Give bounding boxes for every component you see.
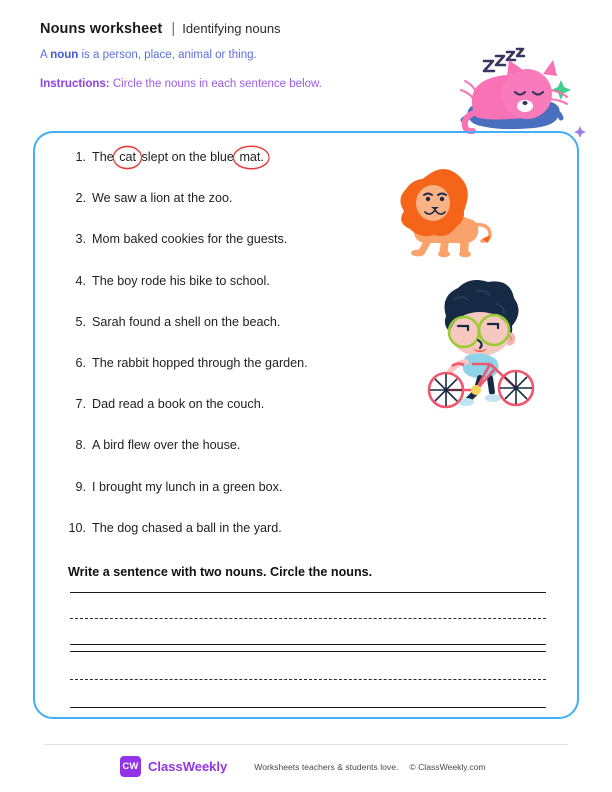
list-item (60, 150, 410, 191)
page-title (40, 20, 440, 37)
definition-keyword: noun (50, 49, 79, 61)
list-item (60, 191, 410, 232)
item-text: The boy rode his bike to school. (92, 273, 270, 288)
list-item (60, 356, 410, 397)
list-item (60, 274, 410, 315)
footer-copyright: © ClassWeekly.com (409, 761, 486, 772)
definition-post: is a person, place, animal or thing. (78, 49, 257, 61)
footer (120, 756, 486, 777)
item-text: Dad read a book on the couch. (92, 397, 265, 412)
item-text (92, 150, 266, 164)
instructions-text: Circle the nouns in each sentence below. (109, 78, 322, 90)
item-number: 5. (75, 314, 86, 329)
item-text: Mom baked cookies for the guests. (92, 232, 288, 247)
list-item (60, 397, 410, 438)
instructions-line (40, 78, 440, 90)
circled-noun-label: mat. (239, 150, 264, 164)
handwriting-line-top-1 (70, 592, 546, 593)
item-text: A bird flew over the house. (92, 438, 241, 453)
item-text: The dog chased a ball in the yard. (92, 520, 282, 535)
item-text: Sarah found a shell on the beach. (92, 314, 281, 329)
item-number: 4. (75, 273, 86, 288)
handwriting-line-top-2 (70, 651, 546, 652)
item-number: 2. (75, 191, 86, 206)
item-number: 6. (75, 355, 86, 370)
noun-definition (40, 49, 440, 61)
list-item (60, 315, 410, 356)
writing-prompt: Write a sentence with two nouns. Circle the nouns. (68, 565, 373, 579)
handwriting-line-dash-1 (70, 618, 546, 619)
item-number: 8. (75, 438, 86, 453)
item-text-mid: slept on the blue (138, 150, 238, 164)
title-main: Nouns worksheet (40, 21, 163, 37)
item-number: 7. (75, 397, 86, 412)
brand-name: ClassWeekly (148, 759, 228, 774)
item-text: I brought my lunch in a green box. (92, 479, 283, 494)
circled-noun-cat (117, 150, 138, 164)
item-number: 3. (75, 232, 86, 247)
exercise-list (60, 150, 410, 562)
sleeping-cat-illustration (443, 32, 595, 137)
instructions-label: Instructions: (40, 78, 110, 90)
sparkle-purple-icon (574, 126, 586, 137)
list-item (60, 438, 410, 479)
item-number: 1. (75, 150, 86, 164)
definition-pre: A (40, 49, 51, 61)
handwriting-line-base-2 (70, 707, 546, 708)
footer-divider (44, 744, 568, 745)
list-item (60, 480, 410, 521)
worksheet-header (40, 20, 440, 90)
item-text: The rabbit hopped through the garden. (92, 355, 308, 370)
item-number: 9. (75, 479, 86, 494)
item-number: 10. (68, 520, 86, 535)
list-item (60, 232, 410, 273)
footer-tagline: Worksheets teachers & students love. (254, 761, 399, 772)
brand-badge-icon: CW (120, 756, 141, 777)
list-item (60, 521, 410, 562)
circled-noun-mat (237, 150, 266, 164)
title-separator: | (171, 20, 176, 37)
handwriting-lines (70, 592, 546, 708)
title-subtitle: Identifying nouns (182, 21, 281, 36)
item-text: We saw a lion at the zoo. (92, 191, 233, 206)
circled-noun-label: cat (119, 150, 137, 164)
handwriting-line-dash-2 (70, 679, 546, 680)
handwriting-line-base-1 (70, 644, 546, 645)
item-text-pre: The (92, 150, 118, 164)
